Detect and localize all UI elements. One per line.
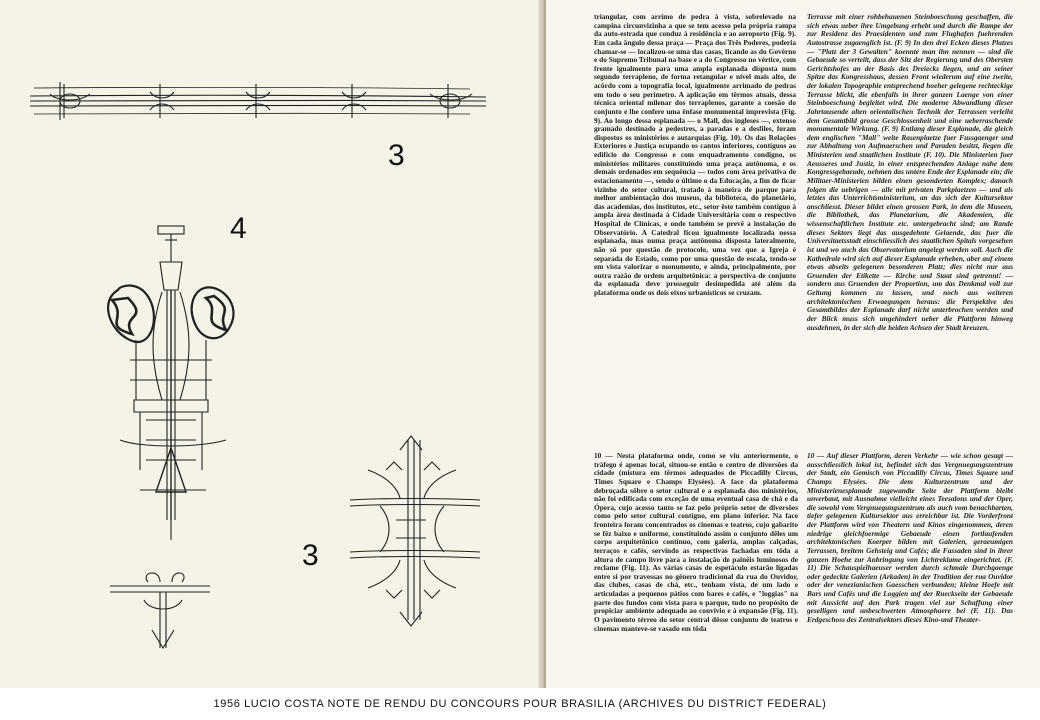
- monumental-axis-sketch: [108, 226, 233, 540]
- text-column-german-bottom: [807, 452, 1013, 684]
- sketch-number-3-bottom: 3: [302, 539, 319, 572]
- hand-sketch-drawing: [0, 0, 544, 688]
- text-column-portuguese-bottom: [594, 452, 798, 684]
- german-paragraph-top: Terrasse mit einer rohbehauenen Steinboeschung geschaffen, die sich etwas ueber ihre Umgebung erhebt und durch die Rampe der zur Residenz des Praesidenten und zum Flughafen fuehrenden Autostrasse zugaenglich ist. (F. 9) In den drei Ecken dieses Platzes — "Platz der 3 Gewalten" koennte man ihn nennen — sind die Gebaeude so verteilt, dass der Sitz der Regierung und des Obersten Gerichtshofes an der Basis des Dreiecks liegen, und an seiner Spitze das Kongresshaus, dessen Front wiederum auf eine zweite, der lokalen Topographie entsprechend hoeher gelegene rechteckige Terrasse blickt, die ebenfalls in ihrer ganzen Laenge von einer Steinboeschung begleitet wird. Die moderne Abwandlung dieser Jahrtausende alten orientalischen Technik der Terrassen verleiht dem Gesamtbild grosse Geschlossenheit und eine ueberraschende monumentale Wirkung. (F. 9) Entlang dieser Esplanade, die gleich dem englischen "Mall" weite Rasenplaetze fuer Fussgaenger und zur Abhaltung von Aufmaerschen und Paraden besitzt, liegen die Ministerien und staatlichen Institute (F. 10). Die Ministerien fuer Aeusseres und Justiz, in einer entsprechenden Anlage nahe dem Kongressgebaeude, nehmen das untere Ende der Esplanade ein; die Militaer-Ministerien bilden einen gesonderten Komplex; danach folgen die uebrigen — alle mit privaten Parkplaetzen — und als letztes das Unterrichtsministerium, an das sich der Kultursektor anschliesst. Dieser bildet einen grossen Park, in dem die Museen, die Bibliothek, das Planetarium, die Akademien, die wissenschaftlichen Institute etc. untergebracht sind; am Rande dieses Sektors liegt das ausgedehnte Gelaende, das fuer die Universitaetsstadt einschliesslich des staatlichen Spitals vorgesehen ist und wo auch das Observatorium angelegt werden soll. Auch die Kathedrale wird sich auf dieser Esplanade erheben, aber auf einem etwas abseits gelegenen besonderen Platz; dies nicht nur aus Gruenden der Etikette — Kirche und Staat sind getrennt! — sondern aus Gruenden der Proportion, um das Denkmal voll zur Geltung kommen zu lassen, und noch aus weiteren architektonischen Erwaegungen heraus: die Perspektive des Gesamtbildes der Esplanade darf nicht unterbrochen werden und der Blick muss sich ungehindert ueber die Plattform hinweg ausdehnen, in der sich die beiden Achsen der Stadt kreuzen.: [807, 13, 1013, 332]
- portuguese-paragraph-top: triangular, com arrimo de pedra à vista, sobrelevado na campina circunvizinha a que se tem acesso pela própria rampa da auto-estrada que conduz à residência e ao aeroporto (Fig. 9). Em cada ângulo dessa praça — Praça dos Três Poderes, poderia chamar-se — localizou-se uma das casas, ficando as do Govêrno e do Supremo Tribunal na base e a do Congresso no vértice, com frente igualmente para uma ampla esplanada disposta num segundo terrapleno, de forma retangular e nível mais alto, de acôrdo com a topografia local, igualmente arrimado de pedras em todo o seu perímetro. A aplicação em têrmos atuais, dessa técnica oriental milenar dos terraplenos, garante a coesão do conjunto e lhe confere uma ênfase monumental imprevista (Fig. 9). Ao longo dessa esplanada — o Mall, dos ingleses —, extenso gramado destinado a pedestres, a paradas e a desfiles, foram dispostos os ministérios e autarquias (Fig. 10). Os das Relações Exteriores e Justiça ocupando os cantos inferiores, contíguos ao edifício do Congresso e com enquadramento condigno, os ministérios militares constituindo uma praça autônoma, e os demais ordenados em sequência — todos com área privativa de estacionamento —, sendo o último o da Educação, a fim de ficar vizinho do setor cultural, tratado à maneira de parque para melhor ambientação dos museus, da biblioteca, do planetário, das academias, dos institutos, etc., setor êste também contíguo à ampla área destinada à Cidade Universitária com o respectivo Hospital de Clínicas, e onde também se prevê a instalação do Observatório. A Catedral ficou igualmente localizada nessa esplanada, mas numa praça autônoma disposta lateralmente, não só por questão de protocolo, uma vez que a Igreja é separada do Estado, como por uma questão de escala, tendo-se em vista valorizar o monumento, e ainda, principalmente, por outra razão de ordem arquitetônica: a perspectiva de conjunto da esplanada deve prosseguir desimpedida até além da plataforma onde os dois eixos urbanísticos se cruzam.: [594, 13, 796, 297]
- figure-caption: 1956 LUCIO COSTA NOTE DE RENDU DU CONCOURS POUR BRASILIA (ARCHIVES DU DISTRICT FEDERAL): [0, 690, 1040, 718]
- german-paragraph-bottom: 10 — Auf dieser Plattform, deren Verkehr — wie schon gesagt — ausschliesslich lokal ist, befindet sich das Vergnuegungszentrum der Stadt, ein Gemisch von Piccadilly Circus, Times Square und Champs Elysées. Die dem Kulturzentrum und der Ministerienesplanade zugewandte Seite der Plattform bleibt unverbaut, mit Ausnahme vielleicht eines Teesalons und der Oper, die sowohl vom Vergnuegungszentrum als auch vom benachbarten, tiefer gelegenen Kultursektor aus erreichbar ist. Die Vorderfront der Plattform wird von Theatern und Kinos eingenommen, deren niedrige gleichfoermige Gebaeude einen fortlaufenden architektonischen Koerper bilden mit Galerien, geraeumigen Terrassen, breitem Gehsteig und Cafés; die Fassaden sind in ihrer ganzen Hoehe zur Anbringung von Lichtreklame eingerichtet. (F. 11) Die Schauspielhaeuser werden durch schmale Durchgaenge oder gedeckte Galerien (Arkaden) in der Tradition der rua Ouvidor oder der venezianischen Gaesschen verbunden; kleine Hoefe mit Bars und Cafés und die Loggien auf der Rueckseite der Gebaeude mit Aussicht auf den Park tragen viel zur Schaffung einer geselligen und unbeschwerten Atmosphaere bei (F. 11). Das Erdgeschoss des Zentralsektors dieses Kino-und Theater-: [807, 452, 1013, 624]
- text-column-portuguese-top: [594, 13, 796, 381]
- cloverleaf-small-sketch: [110, 573, 210, 648]
- interchange-sketch: [350, 436, 480, 626]
- left-page-sketches: [0, 0, 544, 688]
- portuguese-paragraph-bottom: 10 — Nesta plataforma onde, como se viu anteriormente, o tráfego é apenas local, situou-se então o centro de diversões da cidade (mistura em têrmos adequados de Piccadilly Circus, Times Square e Champs Elysées). A face da plataforma debruçada sôbre o setor cultural e a esplanada dos ministérios, não foi edificada com exceção de uma eventual casa de chá e da Ópera, cujo acesso tanto se faz pelo próprio setor de diversões como pelo setor cultural contíguo, em plano inferior. Na face fronteira foram concentrados os cinemas e teatros, cujo gabarito se fêz baixo e uniforme, constituindo assim o conjunto dêles um corpo arquitetônico contínuo, com galeria, amplas calçadas, terraços e cafés, servindo as respectivas fachadas em tôda a altura de campo livre para a instalação de painéis luminosos de reclame (Fig. 11). As várias casas de espetáculo estarão ligadas entre si por travessas no gênero tradicional da rua do Ouvidor, das clubes, casas de chá, etc., tenham vista, de um lado e articuladas a pequenos pátios com bares e cafés, e "loggias" na parte dos fundos com vista para o parque, tudo no propósito de propiciar ambiente adequado ao convívio e à expansão (Fig. 11). O pavimento térreo do setor central dêsse conjunto de teatros e cinemas manteve-se vasado em tôda: [594, 452, 798, 633]
- axis-sketch: [30, 82, 486, 120]
- sketch-number-4: 4: [230, 212, 247, 245]
- sketch-number-3-top: 3: [388, 139, 405, 172]
- text-column-german-top: [807, 13, 1013, 447]
